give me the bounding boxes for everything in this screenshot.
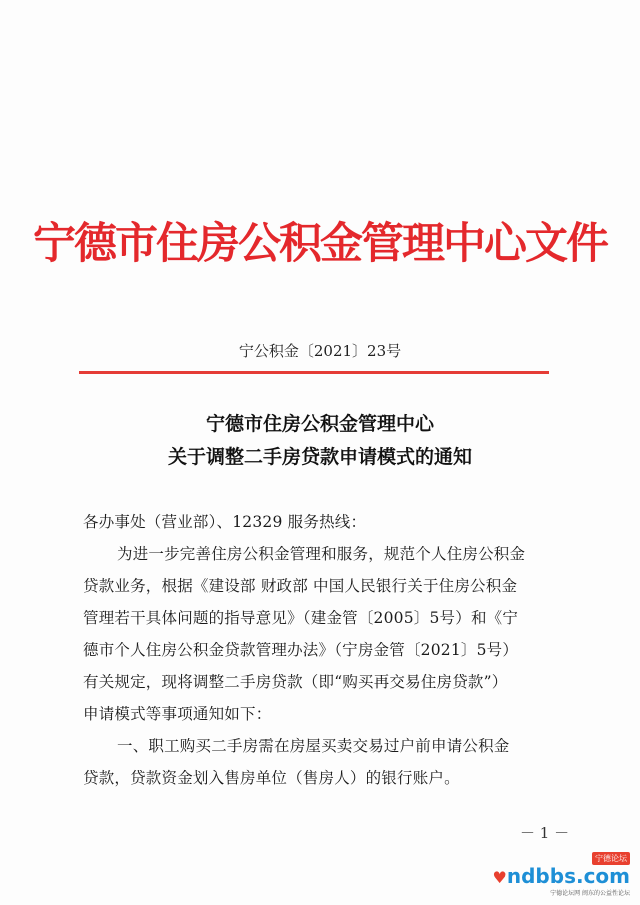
- notice-title-line-2: 关于调整二手房贷款申请模式的通知: [167, 446, 472, 468]
- document-number: 宁公积金〔2021〕23号: [238, 342, 402, 360]
- site-watermark: [493, 846, 630, 897]
- watermark-logo: [493, 866, 630, 888]
- heart-icon: ♥: [492, 868, 507, 887]
- paragraph-line: 有关规定，现将调整二手房贷款（即“购买再交易住房贷款”）: [83, 673, 508, 691]
- watermark-tag: 宁德论坛: [592, 852, 630, 865]
- notice-title-line-1: 宁德市住房公积金管理中心: [205, 413, 434, 435]
- paragraph-line: 申请模式等事项通知如下：: [83, 705, 272, 723]
- watermark-site: ndbbs.com: [506, 864, 630, 888]
- watermark-subtitle: 宁德论坛网 闽东的公益性论坛: [550, 890, 630, 897]
- page-number: － 1 －: [520, 824, 570, 842]
- paragraph-line: 为进一步完善住房公积金管理和服务，规范个人住房公积金: [117, 545, 526, 563]
- paragraph-line: 贷款业务，根据《建设部 财政部 中国人民银行关于住房公积金: [83, 577, 518, 595]
- salutation: 各办事处（营业部）、12329 服务热线：: [83, 513, 367, 531]
- paragraph-line: 管理若干具体问题的指导意见》（建金管〔2005〕5号）和《宁: [83, 609, 519, 627]
- document-header-title: 宁德市住房公积金管理中心文件: [33, 219, 607, 269]
- header-divider-line: [79, 371, 549, 374]
- paragraph-line: 贷款，贷款资金划入售房单位（售房人）的银行账户。: [83, 769, 460, 787]
- paragraph-line: 一、职工购买二手房需在房屋买卖交易过户前申请公积金: [117, 737, 510, 755]
- paragraph-line: 德市个人住房公积金贷款管理办法》（宁房金管〔2021〕5号）: [83, 641, 519, 659]
